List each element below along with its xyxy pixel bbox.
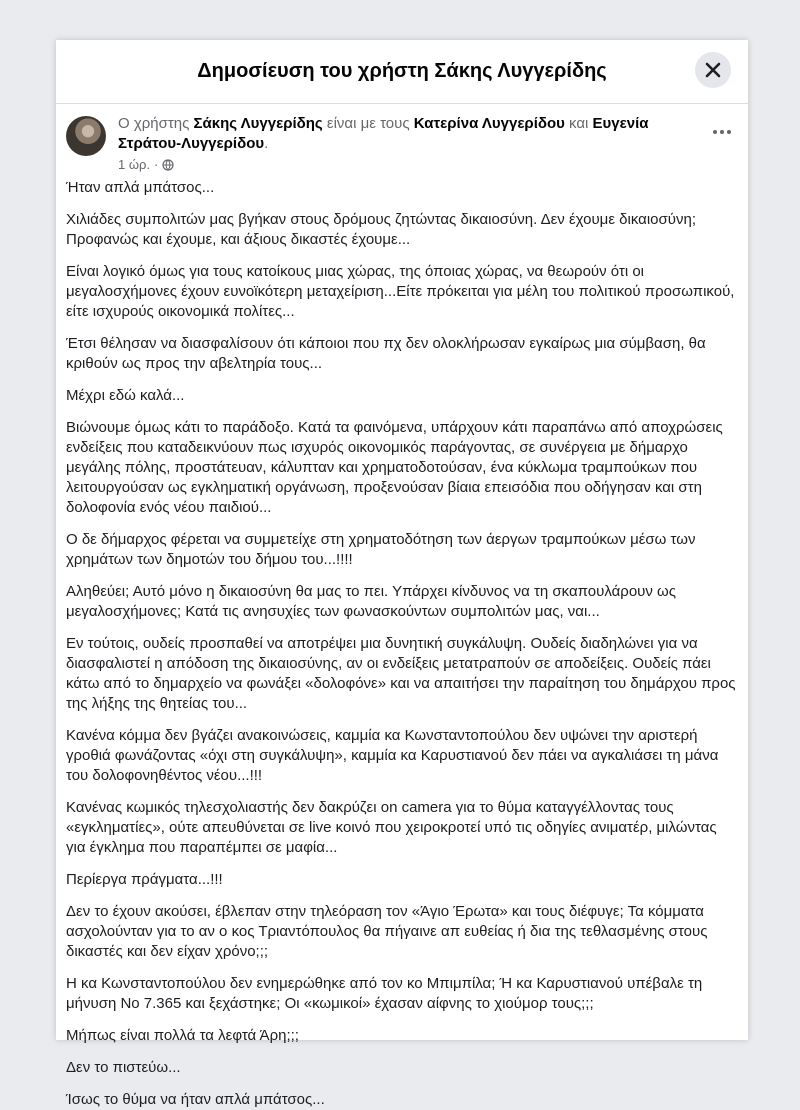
tagged-user-link-2[interactable]: Ευγενία Στράτου-Λυγγερίδου <box>118 115 649 152</box>
post-paragraph: Περίεργα πράγματα...!!! <box>66 871 223 888</box>
with-text: είναι με τους <box>322 115 414 132</box>
post-dialog <box>56 40 748 1108</box>
post-paragraph: Αληθεύει; Αυτό μόνο η δικαιοσύνη θα μας το πει. Υπάρχει κίνδυνος να τη σκαπουλάρουν ως μεγαλοσχήμονες; Κατά τις ανησυχίες των φωνασκούντων συμπολιτών μας, ναι... <box>66 583 676 620</box>
more-horizontal-icon <box>712 129 732 135</box>
post-paragraph: Ίσως το θύμα να ήταν απλά μπάτσος... <box>66 1091 325 1108</box>
post-paragraph: Κανένα κόμμα δεν βγάζει ανακοινώσεις, καμμία κα Κωνσταντοπούλου δεν υψώνει την αριστερή γροθιά φωνάζοντας «όχι στη συγκάλυψη», καμμία κα Καρυστιανού δεν πάει να αγκαλιάσει τη μάνα του δολοφονηθέντος νέου...!!! <box>66 727 719 784</box>
post-paragraph: Κανένας κωμικός τηλεσχολιαστής δεν δακρύζει on camera για το θύμα καταγγέλλοντας τους «εγκληματίες», ούτε απευθύνεται σε live κοινό που χειροκροτεί υπό τις οδηγίες ανιματέρ, μιλώντας για έγκλημα που παραπέμπει σε μαφία... <box>66 799 717 856</box>
post-paragraph: Δεν το πιστεύω... <box>66 1059 181 1076</box>
post-paragraph: Έτσι θέλησαν να διασφαλίσουν ότι κάποιοι που πχ δεν ολοκλήρωσαν εγκαίρως μια σύμβαση, θα κριθούν ως προς την αβελτηρία τους... <box>66 335 706 372</box>
post-paragraph: Η κα Κωνσταντοπούλου δεν ενημερώθηκε από τον κο Μπιμπίλα; Ή κα Καρυστιανού υπέβαλε τη μήνυση Νο 7.365 και ξεχάστηκε; Οι «κωμικοί» έχασαν αίφνης το χιούμορ τους;;; <box>66 975 703 1012</box>
close-button[interactable] <box>695 52 731 88</box>
post-timestamp[interactable]: 1 ώρ. <box>118 157 150 172</box>
post-header <box>56 104 748 172</box>
meta-separator: · <box>154 157 159 172</box>
post-paragraph: Ο δε δήμαρχος φέρεται να συμμετείχε στη χρηματοδότηση των άεργων τραμπούκων μέσω των χρημάτων των δημοτών του δήμου του...!!!! <box>66 531 696 568</box>
post-body <box>56 172 748 1110</box>
dialog-header <box>56 40 748 104</box>
close-icon <box>705 62 721 78</box>
post-paragraph: Είναι λογικό όμως για τους κατοίκους μιας χώρας, της όποιας χώρας, να θεωρούν ότι οι μεγαλοσχήμονες έχουν ευνοϊκότερη μεταχείριση...Είτε πρόκειται για μέλη του πολιτικού προσωπικού, είτε ισχυρούς οικονομικά πολίτες... <box>66 263 735 320</box>
post-paragraph: Εν τούτοις, ουδείς προσπαθεί να αποτρέψει μια δυνητική συγκάλυψη. Ουδείς διαδηλώνει για να διασφαλιστεί η απόδοση της δικαιοσύνης, αν οι ενδείξεις μετατραπούν σε αποδείξεις. Ουδείς πάει κάτω από το δημαρχείο να φωνάξει «δολοφόνε» και να απαιτήσει την παραίτηση του δημάρχου προς της λήξης της θητείας του... <box>66 635 736 712</box>
and-text: και <box>564 115 593 132</box>
post-paragraph: Ήταν απλά μπάτσος... <box>66 179 215 196</box>
post-paragraph: Δεν το έχουν ακούσει, έβλεπαν στην τηλεόραση τον «Άγιο Έρωτα» και τους διέφυγε; Τα κόμματα ασχολούνταν για το αν ο κος Τριαντόπουλος θα πήγαινε απ ευθείας ή δια της τεθλασμένης στους δικαστές και δεν είχαν χρόνο;;; <box>66 903 708 960</box>
author-name-link[interactable]: Σάκης Λυγγερίδης <box>193 115 323 132</box>
tagged-user-link-1[interactable]: Κατερίνα Λυγγερίδου <box>413 115 565 132</box>
post-paragraph: Χιλιάδες συμπολιτών μας βγήκαν στους δρόμους ζητώντας δικαιοσύνη. Δεν έχουμε δικαιοσύνη; Προφανώς και έχουμε, και άξιους δικαστές έχουμε... <box>66 211 696 248</box>
more-options-button[interactable] <box>712 122 732 140</box>
author-line <box>118 114 688 154</box>
author-avatar[interactable] <box>66 116 106 156</box>
post-paragraph: Μήπως είναι πολλά τα λεφτά Άρη;;; <box>66 1027 299 1044</box>
post-paragraph: Μέχρι εδώ καλά... <box>66 387 185 404</box>
post-paragraph: Βιώνουμε όμως κάτι το παράδοξο. Κατά τα φαινόμενα, υπάρχουν κάτι παραπάνω από αποχρώσεις ενδείξεις που καταδεικνύουν πως ισχυρός οικονομικός παράγοντας, σε συνέργεια με δήμαρχο μεγάλης πόλης, προστάτευαν, κάλυπταν και χρηματοδοτούσαν, ένα κύκλωμα τραμπούκων που λειτουργούσαν ως εγκληματική οργάνωση, προξενούσαν βίαια επεισόδια που οδήγησαν και στη δολοφονία ενός νέου παιδιού... <box>66 419 723 516</box>
post-meta <box>118 157 688 172</box>
period-text: . <box>264 135 269 152</box>
globe-icon[interactable] <box>162 159 174 171</box>
author-prefix: Ο χρήστης <box>118 115 194 132</box>
dialog-title: Δημοσίευση του χρήστη Σάκης Λυγγερίδης <box>197 60 607 82</box>
